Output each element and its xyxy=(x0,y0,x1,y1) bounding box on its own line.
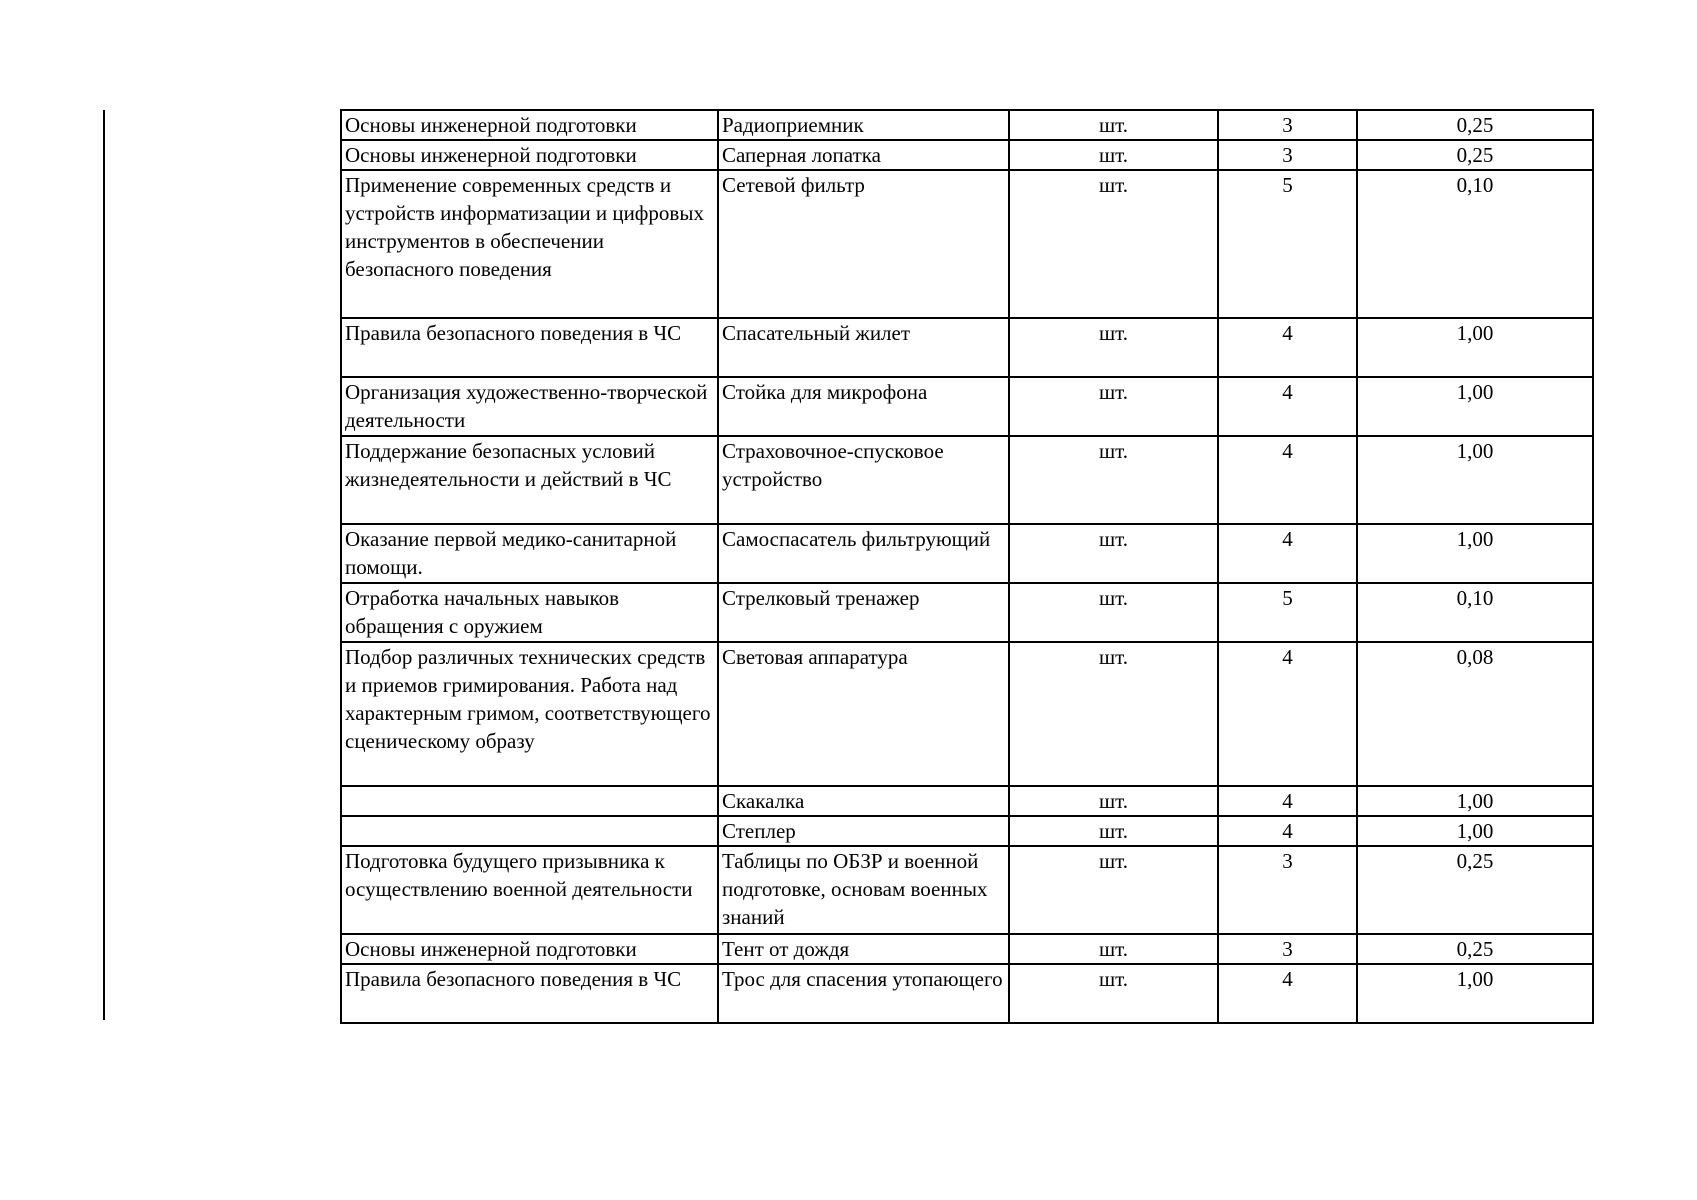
unit-cell: шт. xyxy=(1009,934,1218,964)
unit-cell: шт. xyxy=(1009,140,1218,170)
topic-cell: Основы инженерной подготовки xyxy=(341,140,718,170)
qty-cell: 3 xyxy=(1218,934,1357,964)
margin-rule xyxy=(103,110,105,1020)
item-cell: Степлер xyxy=(718,816,1009,846)
value-cell: 1,00 xyxy=(1357,318,1593,377)
item-cell: Спасательный жилет xyxy=(718,318,1009,377)
value-cell: 1,00 xyxy=(1357,436,1593,524)
item-cell: Саперная лопатка xyxy=(718,140,1009,170)
qty-cell: 3 xyxy=(1218,140,1357,170)
qty-cell: 5 xyxy=(1218,170,1357,318)
qty-cell: 4 xyxy=(1218,816,1357,846)
qty-cell: 4 xyxy=(1218,642,1357,786)
table-row xyxy=(341,110,1593,140)
unit-cell: шт. xyxy=(1009,110,1218,140)
table-row xyxy=(341,524,1593,583)
topic-cell: Поддержание безопасных условий жизнедеятельности и действий в ЧС xyxy=(341,436,718,524)
table-row xyxy=(341,964,1593,1023)
topic-cell: Подбор различных технических средств и приемов гримирования. Работа над характерным гримом, соответствующего сценическому образу xyxy=(341,642,718,786)
qty-cell: 4 xyxy=(1218,318,1357,377)
qty-cell: 5 xyxy=(1218,583,1357,642)
unit-cell: шт. xyxy=(1009,816,1218,846)
value-cell: 1,00 xyxy=(1357,524,1593,583)
qty-cell: 3 xyxy=(1218,846,1357,934)
unit-cell: шт. xyxy=(1009,786,1218,816)
item-cell: Тент от дождя xyxy=(718,934,1009,964)
topic-cell: Правила безопасного поведения в ЧС xyxy=(341,964,718,1023)
value-cell: 0,10 xyxy=(1357,170,1593,318)
qty-cell: 4 xyxy=(1218,524,1357,583)
qty-cell: 3 xyxy=(1218,110,1357,140)
value-cell: 1,00 xyxy=(1357,377,1593,436)
table-row xyxy=(341,583,1593,642)
value-cell: 1,00 xyxy=(1357,816,1593,846)
table-row xyxy=(341,318,1593,377)
unit-cell: шт. xyxy=(1009,318,1218,377)
qty-cell: 4 xyxy=(1218,786,1357,816)
topic-cell: Основы инженерной подготовки xyxy=(341,934,718,964)
table-row xyxy=(341,377,1593,436)
topic-cell xyxy=(341,816,718,846)
value-cell: 1,00 xyxy=(1357,964,1593,1023)
value-cell: 0,10 xyxy=(1357,583,1593,642)
topic-cell xyxy=(341,786,718,816)
topic-cell: Правила безопасного поведения в ЧС xyxy=(341,318,718,377)
value-cell: 0,08 xyxy=(1357,642,1593,786)
unit-cell: шт. xyxy=(1009,377,1218,436)
table-row xyxy=(341,786,1593,816)
unit-cell: шт. xyxy=(1009,846,1218,934)
equipment-table xyxy=(340,109,1594,1024)
table-row xyxy=(341,816,1593,846)
item-cell: Сетевой фильтр xyxy=(718,170,1009,318)
value-cell: 0,25 xyxy=(1357,140,1593,170)
item-cell: Стрелковый тренажер xyxy=(718,583,1009,642)
qty-cell: 4 xyxy=(1218,436,1357,524)
item-cell: Радиоприемник xyxy=(718,110,1009,140)
value-cell: 1,00 xyxy=(1357,786,1593,816)
topic-cell: Подготовка будущего призывника к осуществлению военной деятельности xyxy=(341,846,718,934)
unit-cell: шт. xyxy=(1009,583,1218,642)
value-cell: 0,25 xyxy=(1357,846,1593,934)
item-cell: Стойка для микрофона xyxy=(718,377,1009,436)
item-cell: Страховочное-спусковое устройство xyxy=(718,436,1009,524)
item-cell: Таблицы по ОБЗР и военной подготовке, основам военных знаний xyxy=(718,846,1009,934)
unit-cell: шт. xyxy=(1009,170,1218,318)
qty-cell: 4 xyxy=(1218,377,1357,436)
table-row xyxy=(341,436,1593,524)
value-cell: 0,25 xyxy=(1357,110,1593,140)
topic-cell: Оказание первой медико-санитарной помощи. xyxy=(341,524,718,583)
topic-cell: Организация художественно-творческой деятельности xyxy=(341,377,718,436)
topic-cell: Отработка начальных навыков обращения с оружием xyxy=(341,583,718,642)
table-row xyxy=(341,140,1593,170)
value-cell: 0,25 xyxy=(1357,934,1593,964)
item-cell: Самоспасатель фильтрующий xyxy=(718,524,1009,583)
table-row xyxy=(341,934,1593,964)
unit-cell: шт. xyxy=(1009,642,1218,786)
item-cell: Световая аппаратура xyxy=(718,642,1009,786)
table-row xyxy=(341,642,1593,786)
unit-cell: шт. xyxy=(1009,524,1218,583)
topic-cell: Основы инженерной подготовки xyxy=(341,110,718,140)
table-row xyxy=(341,846,1593,934)
topic-cell: Применение современных средств и устройств информатизации и цифровых инструментов в обеспечении безопасного поведения xyxy=(341,170,718,318)
qty-cell: 4 xyxy=(1218,964,1357,1023)
unit-cell: шт. xyxy=(1009,964,1218,1023)
table-row xyxy=(341,170,1593,318)
unit-cell: шт. xyxy=(1009,436,1218,524)
item-cell: Скакалка xyxy=(718,786,1009,816)
item-cell: Трос для спасения утопающего xyxy=(718,964,1009,1023)
